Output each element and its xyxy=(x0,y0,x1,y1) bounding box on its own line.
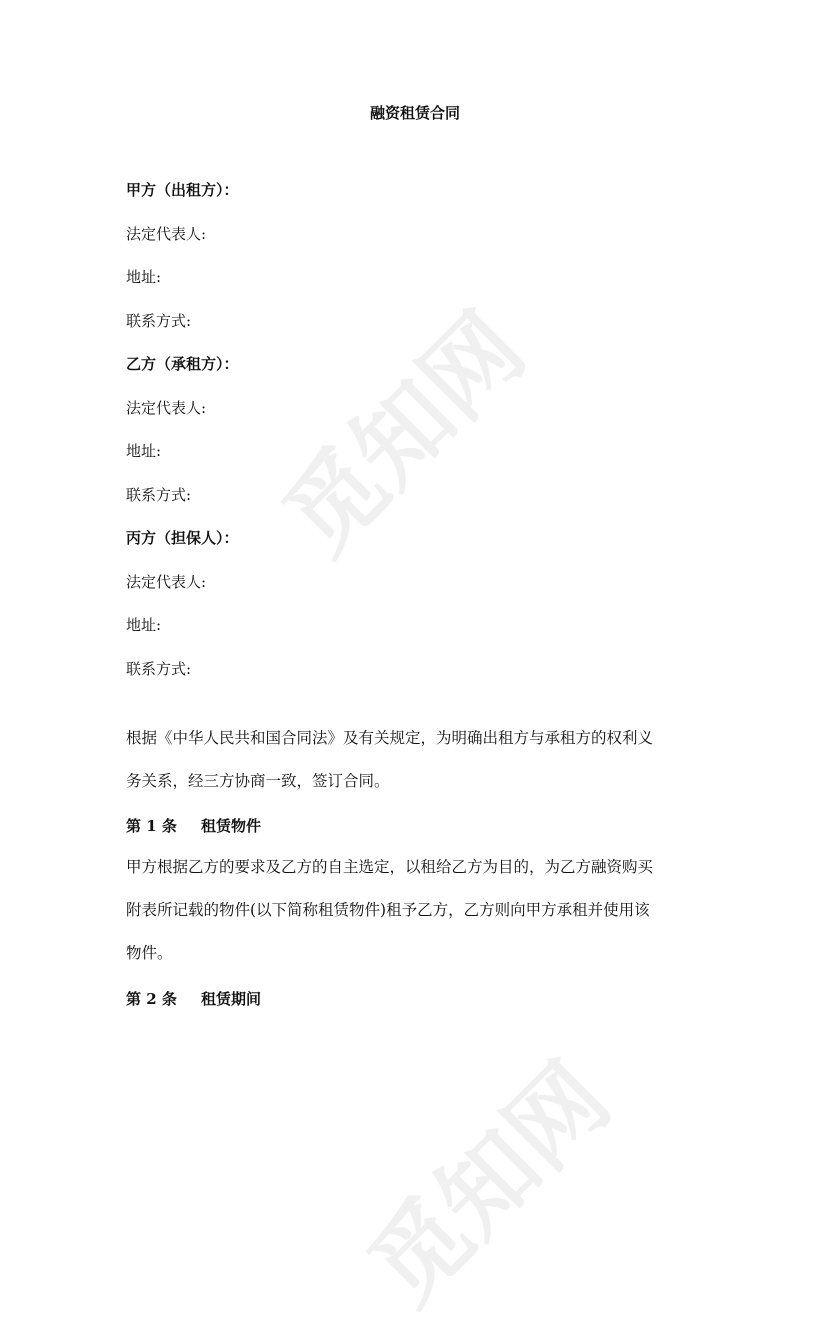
intro-paragraph xyxy=(126,727,706,813)
party-b-address: 地址: xyxy=(126,442,162,460)
party-a-address: 地址: xyxy=(126,268,162,286)
watermark: 觅知网 xyxy=(347,1042,631,1326)
party-b-heading: 乙方（承租方）： xyxy=(126,355,239,373)
party-a-heading: 甲方（出租方）： xyxy=(126,181,239,199)
party-a-representative: 法定代表人: xyxy=(126,225,207,243)
paragraph-line: 物件。 xyxy=(126,944,173,962)
article-title: 租赁物件 xyxy=(201,817,262,835)
party-c-representative: 法定代表人: xyxy=(126,573,207,591)
article-title: 租赁期间 xyxy=(201,990,262,1008)
party-c-heading: 丙方（担保人）： xyxy=(126,529,239,547)
article-number: 第 2 条 xyxy=(126,990,177,1008)
document-title: 融资租赁合同 xyxy=(369,104,460,122)
article-1-body xyxy=(126,856,706,985)
watermark: 觅知网 xyxy=(262,292,546,576)
party-a-contact: 联系方式: xyxy=(126,312,192,330)
party-c-contact: 联系方式: xyxy=(126,660,192,678)
party-b-contact: 联系方式: xyxy=(126,486,192,504)
article-number: 第 1 条 xyxy=(126,817,177,835)
paragraph-line: 根据《中华人民共和国合同法》及有关规定，为明确出租方与承租方的权利义 xyxy=(126,729,654,747)
paragraph-line: 甲方根据乙方的要求及乙方的自主选定，以租给乙方为目的，为乙方融资购买 xyxy=(126,858,654,876)
article-1-heading xyxy=(126,815,261,836)
paragraph-line: 附表所记载的物件(以下简称租赁物件)租予乙方，乙方则向甲方承租并使用该 xyxy=(126,901,650,919)
party-c-address: 地址: xyxy=(126,616,162,634)
article-2-heading xyxy=(126,988,261,1009)
party-b-representative: 法定代表人: xyxy=(126,399,207,417)
paragraph-line: 务关系，经三方协商一致，签订合同。 xyxy=(126,772,390,790)
